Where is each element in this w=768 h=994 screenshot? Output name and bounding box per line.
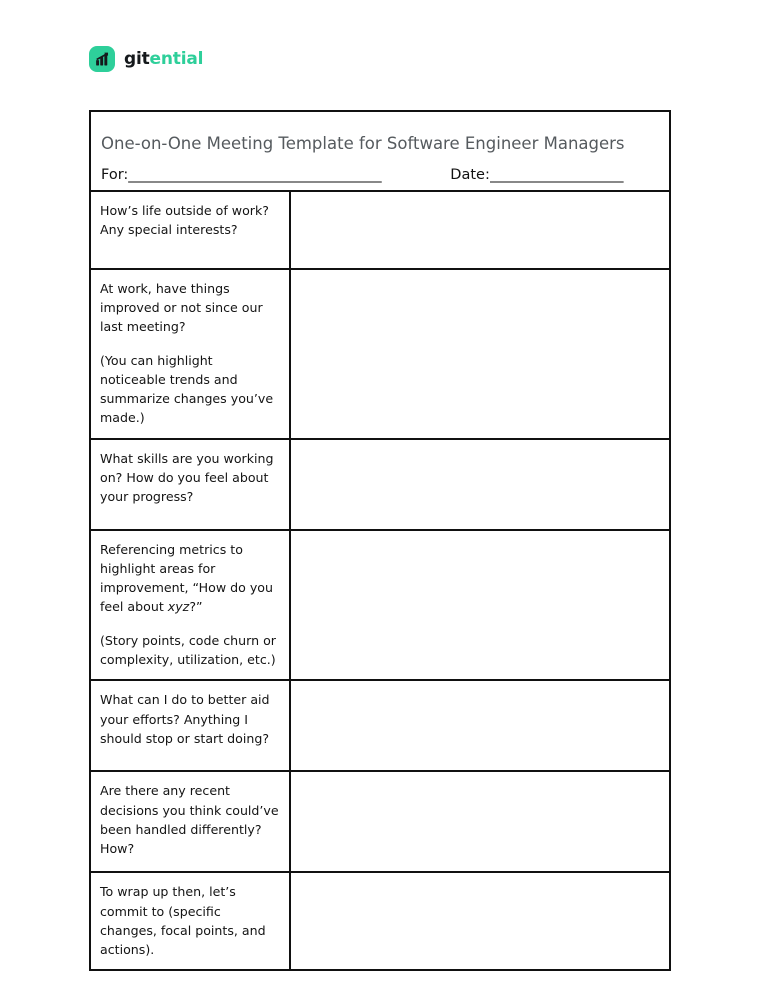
brand-word-dark: git (124, 48, 150, 69)
table-row (91, 531, 669, 682)
bar-chart-logo-icon (89, 46, 115, 72)
answer-cell[interactable] (291, 873, 669, 969)
answer-cell[interactable] (291, 270, 669, 438)
question-note: (You can highlight noticeable trends and summarize changes you’ve made.) (100, 353, 274, 426)
question-text-emphasis: xyz (167, 599, 190, 615)
question-cell (91, 873, 291, 969)
question-cell (91, 772, 291, 871)
question-note: (Story points, code churn or complexity, utilization, etc.) (100, 633, 276, 668)
question-cell (91, 681, 291, 770)
question-text-lead: Referencing metrics to highlight areas for improvement, “How do you feel about (100, 541, 273, 615)
for-field[interactable] (101, 167, 436, 183)
answer-cell[interactable] (291, 440, 669, 529)
table-row (91, 681, 669, 772)
question-text: At work, have things improved or not since our last meeting? (100, 280, 263, 334)
for-label: For: (101, 166, 129, 183)
question-cell (91, 531, 291, 680)
title-cell (91, 112, 669, 161)
answer-cell[interactable] (291, 772, 669, 871)
question-cell (91, 192, 291, 268)
table-row (91, 270, 669, 440)
table-row (91, 192, 669, 270)
meeting-template-table (89, 110, 671, 971)
date-label: Date: (450, 166, 490, 183)
question-text: To wrap up then, let’s commit to (specific changes, focal points, and actions). (100, 884, 266, 957)
answer-cell[interactable] (291, 192, 669, 268)
date-field[interactable] (450, 167, 650, 183)
question-cell (91, 440, 291, 529)
question-text: What skills are you working on? How do you feel about your progress? (100, 450, 274, 504)
question-text: Are there any recent decisions you think could’ve been handled differently? How? (100, 783, 279, 856)
date-blank-line: ____________________ (489, 166, 623, 183)
table-row (91, 440, 669, 531)
brand-wordmark (124, 48, 204, 69)
meta-row (91, 161, 669, 192)
question-text: What can I do to better aid your efforts? Anything I should stop or start doing? (100, 692, 270, 746)
for-blank-line: ______________________________________ (128, 166, 381, 183)
brand-logo[interactable] (89, 44, 203, 74)
answer-cell[interactable] (291, 531, 669, 680)
page-title: One-on-One Meeting Template for Software Engineer Managers (101, 134, 625, 153)
question-text-tail: ?” (189, 599, 203, 615)
question-text: How’s life outside of work? Any special interests? (100, 202, 269, 237)
answer-cell[interactable] (291, 681, 669, 770)
question-text (100, 540, 281, 617)
table-row (91, 873, 669, 969)
table-row (91, 772, 669, 873)
question-cell (91, 270, 291, 438)
brand-word-green: ential (149, 48, 204, 69)
